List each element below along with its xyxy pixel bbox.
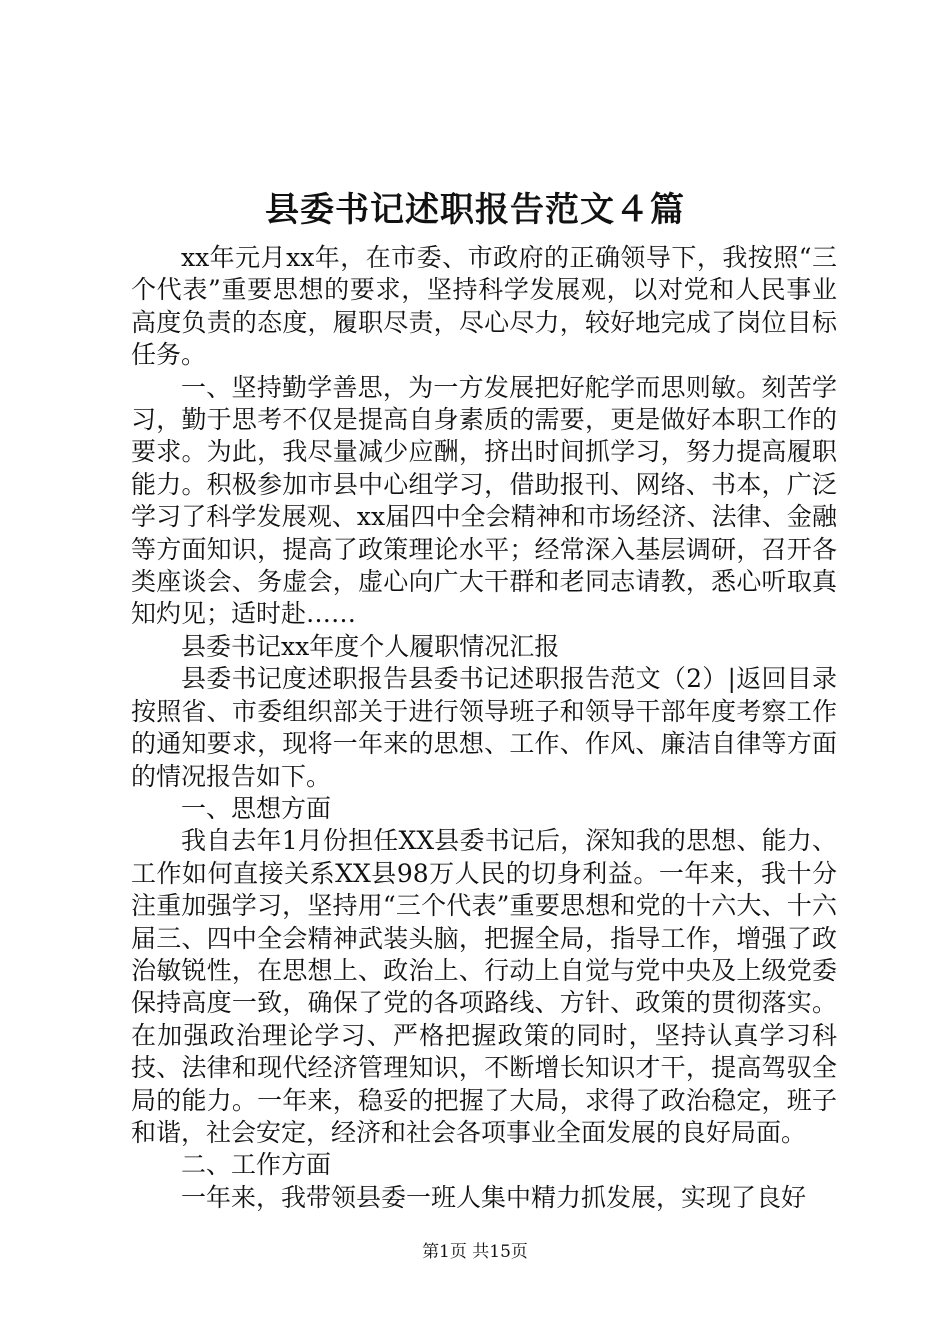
heading-work: 二、工作方面 (181, 1150, 332, 1180)
page-footer: 第1页 共15页 (422, 1242, 528, 1262)
document-title: 县委书记述职报告范文４篇 (265, 190, 685, 230)
paragraph-subtitle-report: 县委书记xx年度个人履职情况汇报 (181, 631, 560, 661)
document-body (131, 242, 837, 1214)
paragraph-intro: xx年元月xx年，在市委、市政府的正确领导下，我按照“三个代表”重要思想的要求，坚持科学发展观，以对党和人民事业高度负责的态度，履职尽责，尽心尽力，较好地完成了岗位目标任务。 (131, 243, 837, 370)
paragraph-work: 一年来，我带领县委一班人集中精力抓发展，实现了良好 (181, 1182, 807, 1212)
paragraph-thought: 我自去年1月份担任XX县委书记后，深知我的思想、能力、工作如何直接关系XX县98万人民的切身利益。一年来，我十分注重加强学习，坚持用“三个代表”重要思想和党的十六大、十六届三、四中全会精神武装头脑，把握全局，指导工作，增强了政治敏锐性，在思想上、政治上、行动上自觉与党中央及上级党委保持高度一致，确保了党的各项路线、方针、政策的贯彻落实。在加强政治理论学习、严格把握政策的同时，坚持认真学习科技、法律和现代经济管理知识，不断增长知识才干，提高驾驭全局的能力。一年来，稳妥的把握了大局，求得了政治稳定，班子和谐，社会安定，经济和社会各项事业全面发展的良好局面。 (131, 826, 837, 1147)
heading-thought: 一、思想方面 (181, 793, 332, 823)
paragraph-section-study: 一、坚持勤学善思，为一方发展把好舵学而思则敏。刻苦学习，勤于思考不仅是提高自身素质的需要，更是做好本职工作的要求。为此，我尽量减少应酬，挤出时间抓学习，努力提高履职能力。积极参加市县中心组学习，借助报刊、网络、书本，广泛学习了科学发展观、xx届四中全会精神和市场经济、法律、金融等方面知识，提高了政策理论水平；经常深入基层调研，召开各类座谈会、务虚会，虚心向广大干群和老同志请教，悉心听取真知灼见；适时赴…… (131, 372, 837, 629)
paragraph-report-intro: 县委书记度述职报告县委书记述职报告范文（2）|返回目录按照省、市委组织部关于进行领导班子和领导干部年度考察工作的通知要求，现将一年来的思想、工作、作风、廉洁自律等方面的情况报告如下。 (131, 664, 837, 791)
